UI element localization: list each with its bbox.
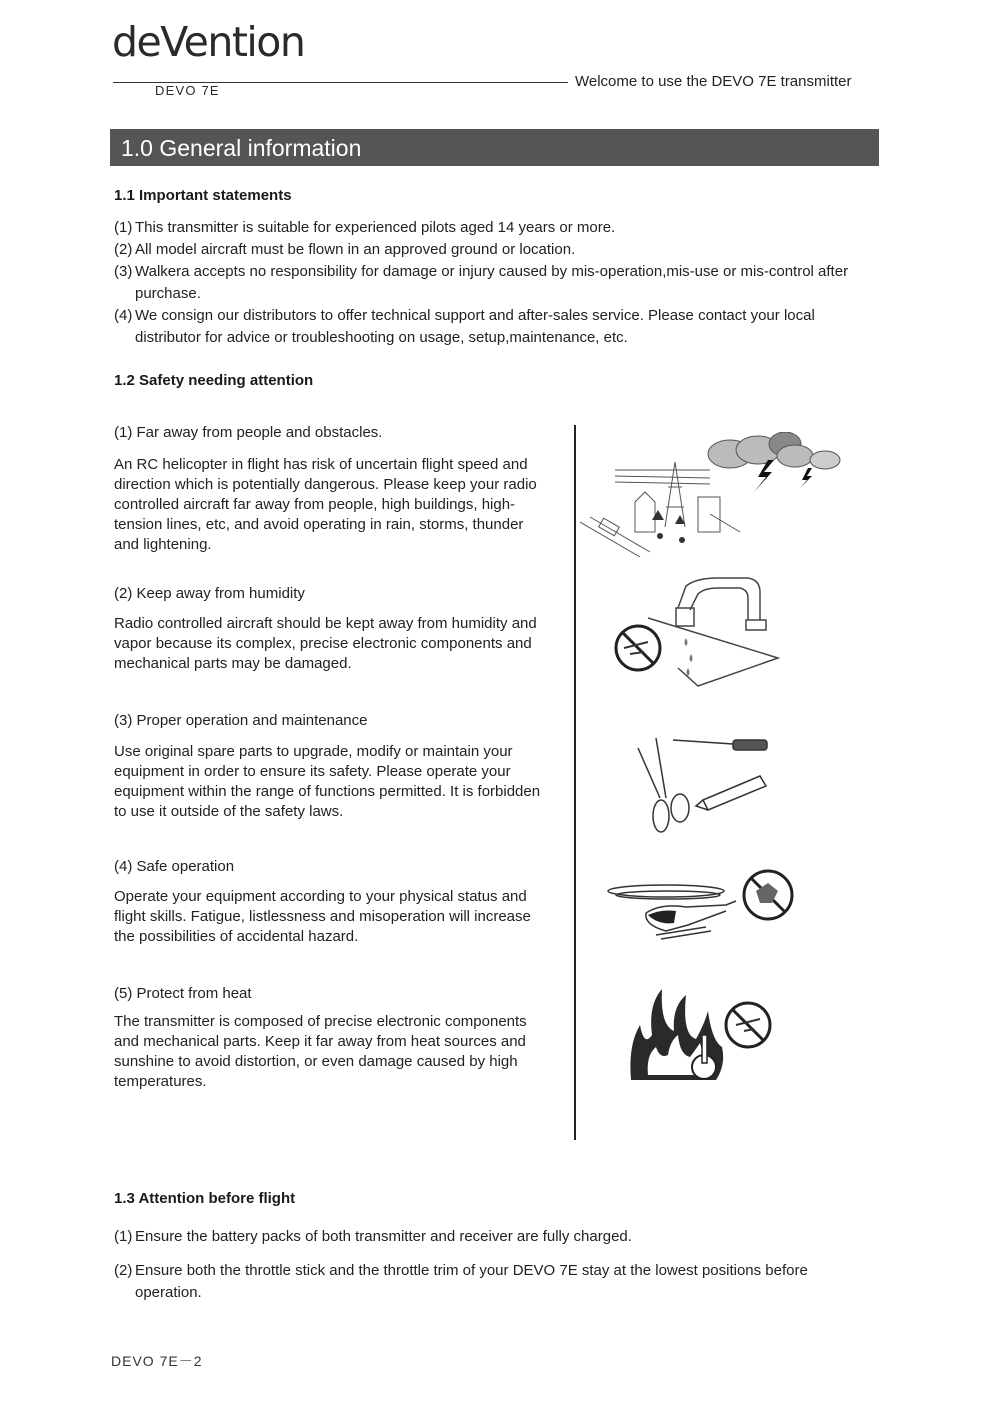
safety-item-body: Use original spare parts to upgrade, modify or maintain your equipment in order to ensure its safety. Please operate your equipment within the range of functions permitted. It is forbidden to use it outside of the safety laws.: [114, 743, 541, 820]
safety-heading: 1.2 Safety needing attention: [114, 372, 314, 389]
tools-icon: [628, 728, 776, 838]
safety-item-title: (5) Protect from heat: [114, 985, 252, 1002]
section-title: 1.0 General information: [121, 135, 362, 161]
list-item: [114, 305, 874, 349]
list-item: [114, 261, 874, 305]
item-number: (4): [114, 307, 133, 324]
item-text: All model aircraft must be flown in an approved ground or location.: [135, 241, 576, 258]
flame-thermometer-icon: [626, 985, 776, 1085]
helicopter-icon: [606, 865, 796, 955]
item-text: Walkera accepts no responsibility for damage or injury caused by mis-operation,mis-use or mis-control after purchase.: [135, 263, 849, 302]
list-item: [114, 239, 874, 261]
page-number: DEVO 7E－2: [111, 1353, 203, 1369]
list-item: [114, 1226, 874, 1248]
welcome-text: Welcome to use the DEVO 7E transmitter: [575, 73, 852, 90]
brand-logo: deVention: [112, 18, 305, 66]
item-text: We consign our distributors to offer technical support and after-sales service. Please contact your local distributor for advice or troubleshooting on usage, setup,maintenance, etc.: [135, 307, 815, 346]
safety-item-title: (1) Far away from people and obstacles.: [114, 424, 383, 441]
item-number: (1): [114, 219, 133, 236]
safety-item-body: The transmitter is composed of precise electronic components and mechanical parts. Keep it far away from heat sources and sunshine to avoid distortion, or even damage caused by high temperatures.: [114, 1013, 527, 1090]
safety-item-title: (3) Proper operation and maintenance: [114, 712, 368, 729]
item-text: This transmitter is suitable for experienced pilots aged 14 years or more.: [135, 219, 616, 236]
safety-item-title: (4) Safe operation: [114, 858, 235, 875]
item-text: Ensure both the throttle stick and the throttle trim of your DEVO 7E stay at the lowest positions before operation.: [135, 1262, 808, 1301]
faucet-water-icon: [608, 568, 786, 708]
storm-city-icon: [580, 432, 845, 557]
safety-item-body: An RC helicopter in flight has risk of uncertain flight speed and direction which is potentially dangerous. Please keep your radio controlled aircraft far away from people, high buildings, high-tension lines, etc, and avoid operating in rain, storms, thunder and lightening.: [114, 456, 537, 553]
model-label: DEVO 7E: [155, 83, 220, 98]
item-number: (2): [114, 241, 133, 258]
important-heading: 1.1 Important statements: [114, 187, 292, 204]
column-divider: [574, 425, 576, 1140]
item-text: Ensure the battery packs of both transmitter and receiver are fully charged.: [135, 1228, 632, 1245]
safety-item-body: Radio controlled aircraft should be kept away from humidity and vapor because its complex, precise electronic components and mechanical parts may be damaged.: [114, 615, 537, 672]
item-number: (1): [114, 1228, 133, 1245]
item-number: (2): [114, 1262, 133, 1279]
safety-item-body: Operate your equipment according to your physical status and flight skills. Fatigue, listlessness and misoperation will increase the possibilities of accidental hazard.: [114, 888, 531, 945]
item-number: (3): [114, 263, 133, 280]
safety-item-title: (2) Keep away from humidity: [114, 585, 305, 602]
list-item: [114, 217, 874, 239]
before-flight-heading: 1.3 Attention before flight: [114, 1190, 296, 1207]
list-item: [114, 1260, 874, 1304]
